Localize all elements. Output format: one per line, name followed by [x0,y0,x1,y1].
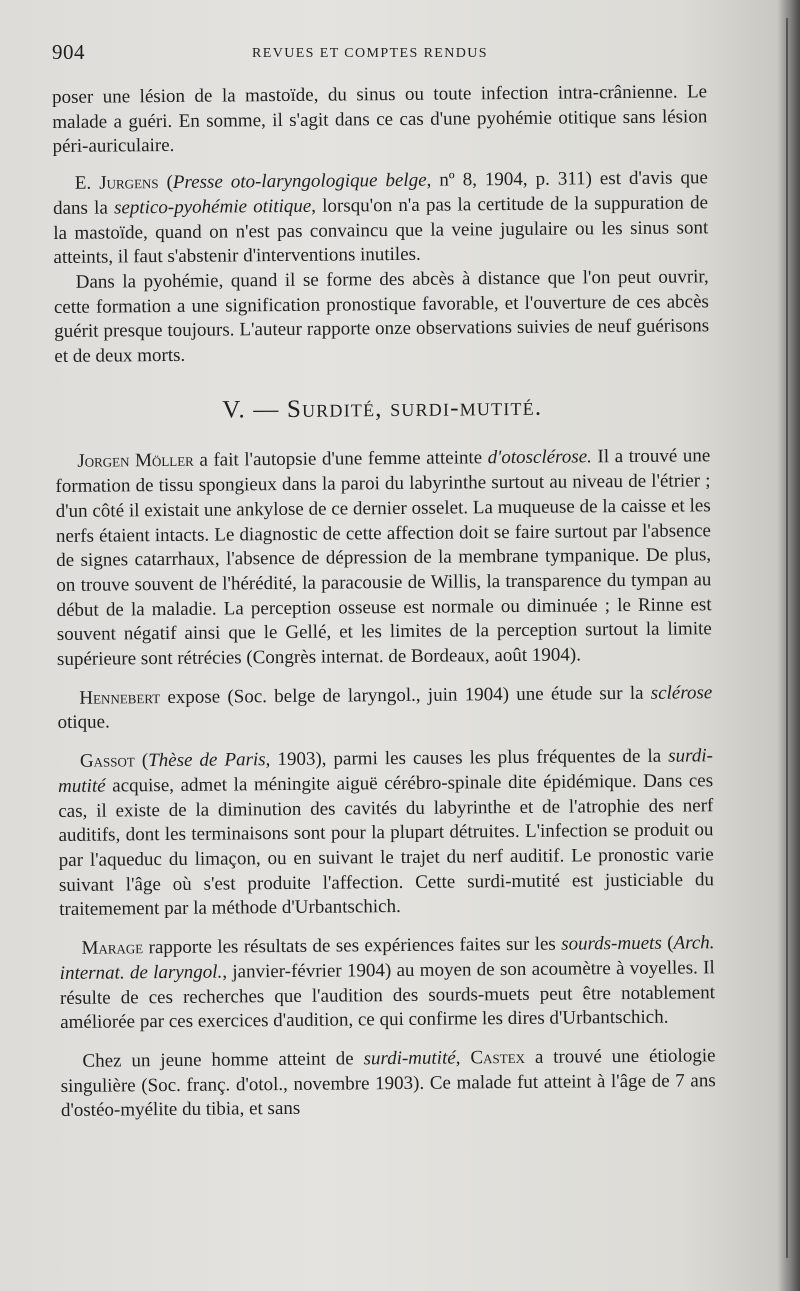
paragraph-jurgens: E. Jurgens (Presse oto-laryngologique belge, nº 8, 1904, p. 311) est d'avis que dans la septico-pyohémie otitique, lorsqu'on n'a pas la certitude de la suppuration de la mastoïde, quand on n'est pas convaincu que la veine jugulaire ou les sinus sont atteints, il faut s'abstenir d'interventions inutiles. [52,167,709,269]
paragraph-castex: Chez un jeune homme atteint de surdi-mutité, Castex a trouvé une étiologie singulière (Soc. franç. d'otol., novembre 1903). Ce malade fut atteint à l'âge de 7 ans d'ostéo-myélite du tibia, et sans [60,1045,716,1122]
italic-term: surdi-mutité [58,745,713,797]
paragraph-continuation: poser une lésion de la mastoïde, du sinus ou toute infection intra-crânienne. Le malade a guéri. En somme, il s'agit dans ce cas d'une pyohémie otitique sans lésion péri-auriculaire. [52,81,708,158]
italic-term: surdi-mutité [363,1047,456,1070]
author-name: Jorgen Möller [77,450,194,473]
italic-term: sourds-muets [561,932,662,955]
section-heading: V. — Surdité, surdi-mutité. [222,393,543,424]
journal-title: Presse oto-laryngologique belge [172,169,427,194]
author-name: Hennebert [79,686,161,709]
book-gutter-line [786,18,788,1258]
body-text [52,80,716,1138]
section-title: Surdité, surdi-mutité. [286,393,543,423]
author-name: Castex [470,1046,526,1069]
author-name: Jurgens [99,172,159,194]
italic-term: d'otosclérose. [487,446,592,469]
page-header [52,40,702,70]
author-name: Marage [81,937,144,959]
journal-title: Arch. internat. de laryngol. [59,932,715,984]
paragraph-pyohemie: Dans la pyohémie, quand il se forme des abcès à distance que l'on peut ouvrir, cette formation a une signification pronostique favorable, et l'ouverture de ces abcès guérit presque toujours. L'auteur rapporte onze observations suivies de neuf guérisons et de deux morts. [53,266,710,368]
running-head: REVUES ET COMPTES RENDUS [252,46,488,61]
book-gutter-shadow [778,0,800,1291]
author-name: Gassot [79,750,135,772]
paragraph-marage: Marage rapporte les résultats de ses expériences faites sur les sourds-muets (Arch. internat. de laryngol., janvier-février 1904) au moyen de son acoumètre à voyelles. Il résulte de ces recherches que l'audition des sourds-muets peut être notablement améliorée par ces exercices d'audition, ce qui confirme les dires d'Urbantschich. [59,932,716,1034]
italic-term: septico-pyohémie otitique [113,195,312,219]
paragraph-hennebert: Hennebert expose (Soc. belge de laryngol., juin 1904) une étude sur la sclérose otique. [57,682,713,734]
paragraph-gassot: Gassot (Thèse de Paris, 1903), parmi les causes les plus fréquentes de la surdi-mutité acquise, admet la méningite aiguë cérébro-spinale dite épidémique. Dans ces cas, il existe de la diminution des cavités du labyrinthe et de l'atrophie des nerf auditifs, dont les terminaisons sont pour la plupart détruites. L'infection se produit ou par l'aqueduc du limaçon, ou en suivant le trajet du nerf auditif. Le pronostic varie suivant l'âge où s'est produite l'affection. Cette surdi-mutité est justiciable du traitemement par la méthode d'Urbantschich. [58,745,715,921]
paragraph-moller: Jorgen Möller a fait l'autopsie d'une femme atteinte d'otosclérose. Il a trouvé une formation de tissu spongieux dans la paroi du labyrinthe surtout au niveau de l'étrier ; d'un côté il existait une ankylose de ce dernier osselet. La muqueuse de la caisse et les nerfs étaient intacts. Le diagnostic de cette affection doit se faire surtout par l'absence de signes catarrhaux, l'absence de dépression de la membrane tympanique. De plus, on trouve souvent de l'hérédité, la paracousie de Willis, la transparence du tympan au début de la maladie. La perception osseuse est normale ou diminuée ; le Rinne est souvent négatif ainsi que le Gellé, et les limites de la perception surtout la limite supérieure sont rétrécies (Congrès internat. de Bordeaux, août 1904). [55,445,712,671]
italic-term: sclérose [650,682,713,704]
page-number: 904 [52,40,85,64]
journal-title: Thèse de Paris [148,749,266,772]
